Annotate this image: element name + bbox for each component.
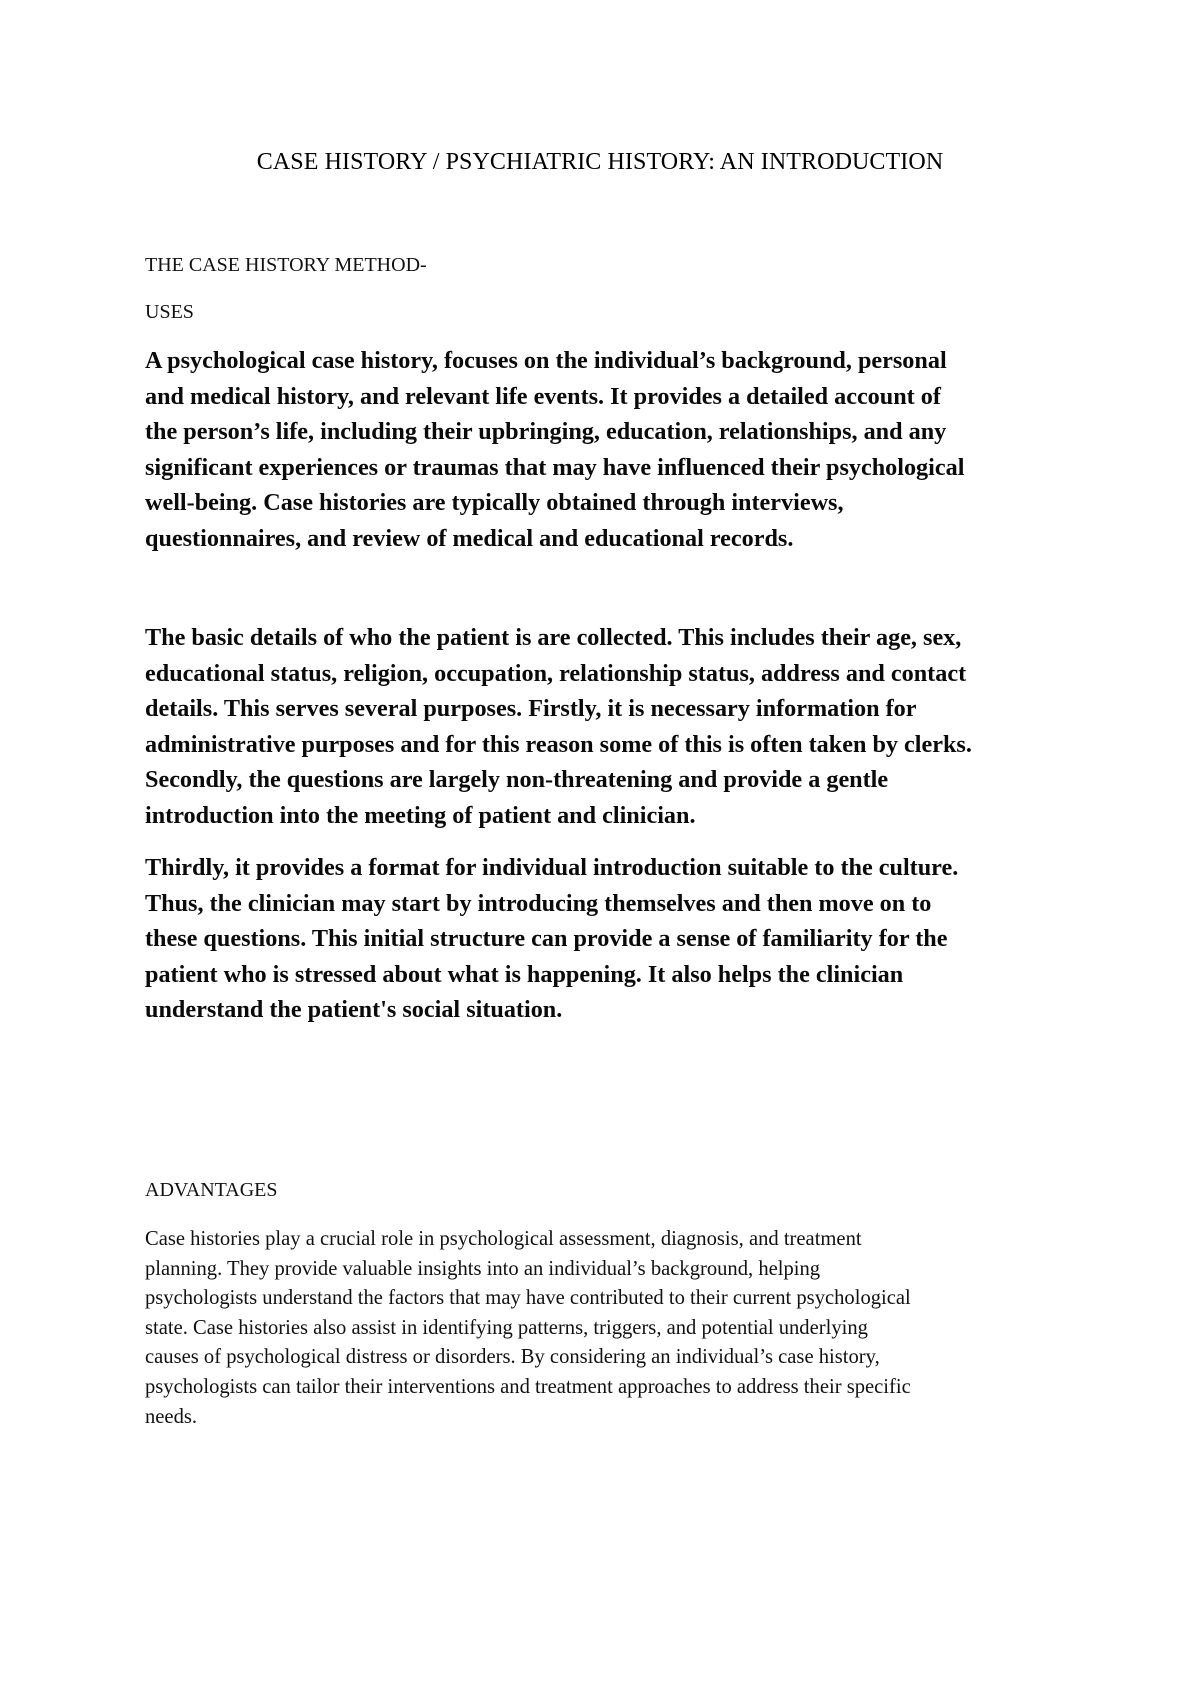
uses-paragraph-2: The basic details of who the patient is are collected. This includes their age, sex, educational status, religion, occupation, relationship status, address and contact details. This serves several purposes. Firstly, it is necessary information for administrative purposes and for this reason some of this is often taken by clerks. Secondly, the questions are largely non-threatening and provide a gentle introduction into the meeting of patient and clinician. [145,624,972,829]
document-title: CASE HISTORY / PSYCHIATRIC HISTORY: AN INTRODUCTION [256,149,944,175]
section-heading-uses: USES [145,301,194,323]
uses-paragraph-1: A psychological case history, focuses on the individual’s background, personal and medical history, and relevant life events. It provides a detailed account of the person’s life, including their upbringing, education, relationships, and any significant experiences or traumas that may have influenced their psychological well-being. Case histories are typically obtained through interviews, questionnaires, and review of medical and educational records. [145,347,965,552]
advantages-paragraph: Case histories play a crucial role in psychological assessment, diagnosis, and treatment planning. They provide valuable insights into an individual’s background, helping psychologists understand the factors that may have contributed to their current psychological state. Case histories also assist in identifying patterns, triggers, and potential underlying causes of psychological distress or disorders. By considering an individual’s case history, psychologists can tailor their interventions and treatment approaches to address their specific needs. [145,1228,911,1428]
section-heading-advantages: ADVANTAGES [145,1179,278,1201]
section-heading-method: THE CASE HISTORY METHOD- [145,254,427,276]
uses-paragraph-3: Thirdly, it provides a format for individual introduction suitable to the culture. Thus, the clinician may start by introducing themselves and then move on to these questions. This initial structure can provide a sense of familiarity for the patient who is stressed about what is happening. It also helps the clinician understand the patient's social situation. [145,854,959,1023]
